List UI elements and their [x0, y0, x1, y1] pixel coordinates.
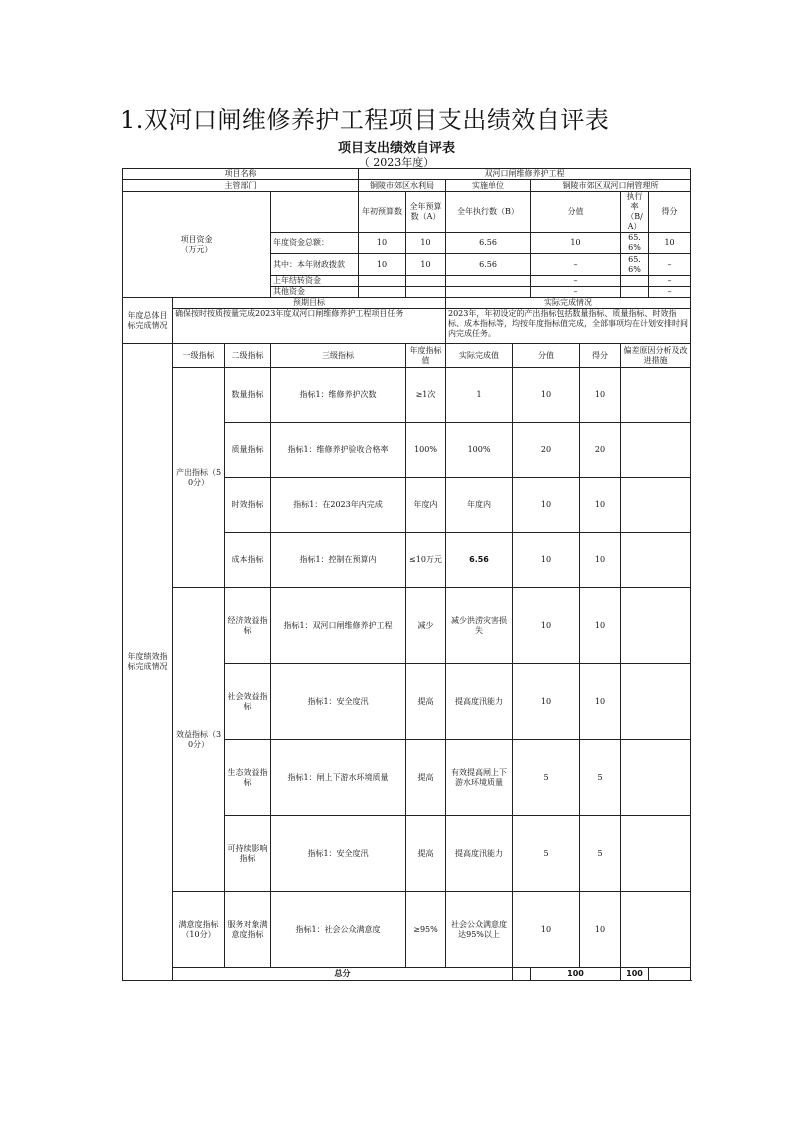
total-label: 总分 — [173, 968, 513, 981]
fund-row-exec: 6.56 — [446, 233, 531, 254]
fund-row-rate: 65.6% — [621, 254, 649, 276]
indicator-reason — [621, 588, 691, 664]
indicator-score: 10 — [580, 664, 621, 740]
dept-value: 铜陵市郊区水利局 — [359, 180, 446, 192]
indicator-reason — [621, 533, 691, 588]
fund-row-initial: 10 — [359, 254, 406, 276]
fund-row-initial: 10 — [359, 233, 406, 254]
indicator-actual: 社会公众满意度达95%以上 — [446, 892, 513, 968]
indicator-reason — [621, 740, 691, 816]
total-value: 100 — [531, 968, 621, 981]
fund-row-score: – — [649, 287, 691, 298]
indicator-actual: 有效提高闸上下游水环境质量 — [446, 740, 513, 816]
fund-row-label: 年度资金总额： — [271, 233, 359, 254]
annual-goal-label: 年度总体目标完成情况 — [123, 298, 173, 344]
indicator-reason — [621, 478, 691, 533]
indicator-value: 10 — [513, 478, 580, 533]
fund-header-annual: 全年预算数（A） — [406, 192, 446, 233]
fund-row-value: – — [531, 276, 621, 287]
indicator-value: 20 — [513, 423, 580, 478]
indicator-level3: 指标1：维修养护次数 — [271, 368, 406, 423]
expected-goal-label: 预期目标 — [173, 298, 446, 309]
total-blank — [513, 968, 531, 981]
header-target: 年度指标值 — [406, 344, 446, 368]
indicator-actual: 1 — [446, 368, 513, 423]
indicator-target: 减少 — [406, 588, 446, 664]
indicator-level2: 数量指标 — [225, 368, 271, 423]
indicator-reason — [621, 423, 691, 478]
actual-completion-text: 2023年，年初设定的产出指标包括数量指标、质量指标、时效指标、成本指标等，均按年度指标值完成，全部事项均在计划安排时间内完成任务。 — [446, 309, 691, 344]
indicator-score: 10 — [580, 588, 621, 664]
header-actual: 实际完成值 — [446, 344, 513, 368]
indicator-level2: 经济效益指标 — [225, 588, 271, 664]
table-year: （ 2023年度） — [358, 156, 435, 169]
indicator-target: 提高 — [406, 740, 446, 816]
indicator-level2: 成本指标 — [225, 533, 271, 588]
document-title: 1.双河口闸维修养护工程项目支出绩效自评表 — [120, 106, 610, 134]
indicator-score: 10 — [580, 478, 621, 533]
impl-unit-value: 铜陵市郊区双河口闸管理所 — [531, 180, 691, 192]
fund-header-score: 得分 — [649, 192, 691, 233]
header-score: 得分 — [580, 344, 621, 368]
fund-header-exec: 全年执行数（B） — [446, 192, 531, 233]
fund-row-label: 其中：本年财政拨款 — [271, 254, 359, 276]
indicator-reason — [621, 664, 691, 740]
indicator-level3: 指标1：安全度汛 — [271, 664, 406, 740]
indicator-actual: 提高度汛能力 — [446, 816, 513, 892]
indicator-level2: 生态效益指标 — [225, 740, 271, 816]
indicator-value: 10 — [513, 588, 580, 664]
indicator-level2: 可持续影响指标 — [225, 816, 271, 892]
fund-row-exec — [446, 287, 531, 298]
table-title: 项目支出绩效自评表 — [337, 141, 455, 156]
fund-row-rate: 65.6% — [621, 233, 649, 254]
header-level2: 二级指标 — [225, 344, 271, 368]
indicator-score: 10 — [580, 892, 621, 968]
header-level1: 一级指标 — [173, 344, 225, 368]
indicator-level3: 指标1：在2023年内完成 — [271, 478, 406, 533]
indicator-target: ≤10万元 — [406, 533, 446, 588]
header-level3: 三级指标 — [271, 344, 406, 368]
fund-row-initial — [359, 276, 406, 287]
fund-row-value: 10 — [531, 233, 621, 254]
indicator-level3: 指标1：维修养护验收合格率 — [271, 423, 406, 478]
indicator-target: 100% — [406, 423, 446, 478]
indicator-target: 提高 — [406, 664, 446, 740]
indicator-level3: 指标1：安全度汛 — [271, 816, 406, 892]
fund-row-score: – — [649, 254, 691, 276]
fund-header-value: 分值 — [531, 192, 621, 233]
indicator-value: 10 — [513, 664, 580, 740]
indicator-level2: 社会效益指标 — [225, 664, 271, 740]
indicator-target: ≥1次 — [406, 368, 446, 423]
indicator-level3: 指标1：闸上下游水环境质量 — [271, 740, 406, 816]
group-satisfaction: 满意度指标（10分） — [173, 892, 225, 968]
indicator-target: ≥95% — [406, 892, 446, 968]
indicator-value: 10 — [513, 368, 580, 423]
indicator-reason — [621, 368, 691, 423]
fund-header-blank — [271, 192, 359, 233]
fund-row-exec: 6.56 — [446, 254, 531, 276]
fund-row-rate — [621, 276, 649, 287]
indicator-value: 10 — [513, 533, 580, 588]
indicator-reason — [621, 816, 691, 892]
indicator-reason — [621, 892, 691, 968]
indicator-actual: 100% — [446, 423, 513, 478]
fund-row-score: – — [649, 276, 691, 287]
fund-header-initial: 年初预算数 — [359, 192, 406, 233]
fund-row-label: 上年结转资金 — [271, 276, 359, 287]
indicator-level3: 指标1：双河口闸维修养护工程 — [271, 588, 406, 664]
indicator-actual: 减少洪涝灾害损失 — [446, 588, 513, 664]
header-value: 分值 — [513, 344, 580, 368]
indicator-score: 10 — [580, 533, 621, 588]
fund-row-annual — [406, 287, 446, 298]
indicator-target: 提高 — [406, 816, 446, 892]
indicator-value: 10 — [513, 892, 580, 968]
dept-label: 主管部门 — [123, 180, 359, 192]
total-reason-blank — [649, 968, 691, 981]
indicator-target: 年度内 — [406, 478, 446, 533]
impl-unit-label: 实施单位 — [446, 180, 531, 192]
indicator-score: 5 — [580, 816, 621, 892]
header-reason: 偏差原因分析及改进措施 — [621, 344, 691, 368]
indicator-score: 5 — [580, 740, 621, 816]
fund-row-exec — [446, 276, 531, 287]
indicator-actual: 年度内 — [446, 478, 513, 533]
performance-label: 年度绩效指标完成情况 — [123, 344, 173, 981]
fund-row-annual: 10 — [406, 233, 446, 254]
self-evaluation-table — [122, 168, 691, 981]
fund-label: 项目资金 （万元） — [123, 192, 271, 298]
fund-row-annual: 10 — [406, 254, 446, 276]
indicator-value: 5 — [513, 816, 580, 892]
fund-row-score: 10 — [649, 233, 691, 254]
indicator-level2: 服务对象满意度指标 — [225, 892, 271, 968]
indicator-level2: 时效指标 — [225, 478, 271, 533]
fund-row-value: – — [531, 254, 621, 276]
project-name-label: 项目名称 — [123, 169, 359, 180]
group-output: 产出指标（50分） — [173, 368, 225, 588]
indicator-value: 5 — [513, 740, 580, 816]
group-benefit: 效益指标（30分） — [173, 588, 225, 892]
indicator-actual: 6.56 — [446, 533, 513, 588]
fund-row-label: 其他资金 — [271, 287, 359, 298]
fund-header-rate: 执行率（B/A） — [621, 192, 649, 233]
project-name: 双河口闸维修养护工程 — [359, 169, 691, 180]
indicator-level3: 指标1：社会公众满意度 — [271, 892, 406, 968]
indicator-score: 20 — [580, 423, 621, 478]
indicator-level2: 质量指标 — [225, 423, 271, 478]
indicator-actual: 提高度汛能力 — [446, 664, 513, 740]
expected-goal-text: 确保按时按质按量完成2023年度双河口闸维修养护工程项目任务 — [173, 309, 446, 344]
fund-row-rate — [621, 287, 649, 298]
actual-completion-label: 实际完成情况 — [446, 298, 691, 309]
indicator-level3: 指标1：控制在预算内 — [271, 533, 406, 588]
fund-row-initial — [359, 287, 406, 298]
fund-row-value: – — [531, 287, 621, 298]
indicator-score: 10 — [580, 368, 621, 423]
total-score: 100 — [621, 968, 649, 981]
fund-row-annual — [406, 276, 446, 287]
